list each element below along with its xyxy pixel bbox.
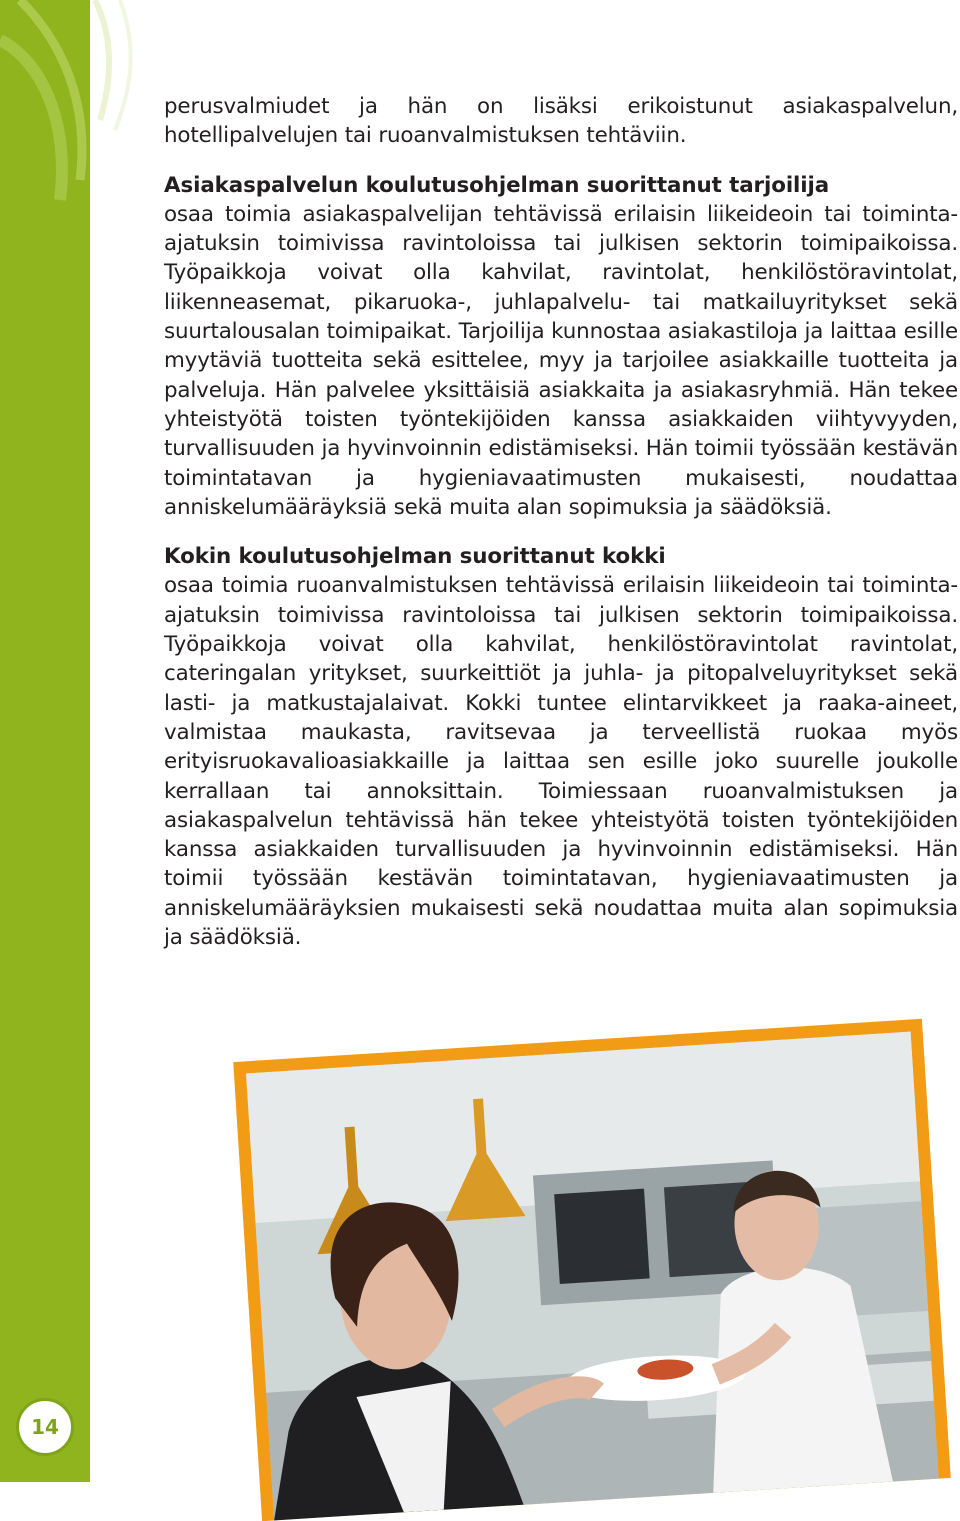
section-body-tarjoilija: osaa toimia asiakaspalvelijan tehtävissä erilaisin liikeideoin tai toiminta-ajatuksin toimivissa ravintoloissa tai julkisen sektorin toimipaikoissa. Työpaikkoja voivat olla kahvilat, ravintolat, henkilöstöravintolat, liikenneasemat, pikaruoka-, juhlapalvelu- tai matkailuyritykset sekä suurtalousalan toimipaikat. Tarjoilija kunnostaa asiakastiloja ja laittaa esille myytäviä tuotteita sekä esittelee, myy ja tarjoilee asiakkaille tuotteita ja palveluja. Hän palvelee yksittäisiä asiakkaita ja asiakasryhmiä. Hän tekee yhteistyötä toisten työntekijöiden kanssa asiakkaiden viihtyvyyden, turvallisuuden ja hyvinvoinnin edistämiseksi. Hän toimii työssään kestävän toimintatavan ja hygieniavaatimusten mukaisesti, noudattaa anniskelumääräyksiä sekä muita alan sopimuksia ja säädöksiä.	[164, 201, 958, 520]
main-text	[164, 92, 958, 952]
section-body-kokki: osaa toimia ruoanvalmistuksen tehtävissä erilaisin liikeideoin tai toiminta-ajatuksin toimivissa ravintoloissa tai julkisen sektorin toimipaikoissa. Työpaikkoja voivat olla kahvilat, henkilöstöravintolat ravintolat, cateringalan yritykset, suurkeittiöt ja juhla- ja pitopalveluyritykset sekä lasti- ja matkustajalaivat. Kokki tuntee elintarvikkeet ja raaka-aineet, valmistaa maukasta, ravitsevaa ja terveellistä ruokaa myös erityisruokavalioasiakkaille ja laittaa sen esille joko suurelle joukolle kerrallaan tai annoksittain. Toimiessaan ruoanvalmistuksen ja asiakaspalvelun tehtävissä hän tekee yhteistyötä toisten työntekijöiden kanssa asiakkaiden turvallisuuden ja hyvinvoinnin edistämiseksi. Hän toimii työssään kestävän toimintatavan, hygieniavaatimusten ja anniskelumääräyksien mukaisesti sekä noudattaa muita alan sopimuksia ja säädöksiä.	[164, 573, 958, 951]
kitchen-photo	[233, 1019, 951, 1521]
kitchen-photo-illustration	[246, 1032, 939, 1521]
page-number: 14	[16, 1398, 74, 1456]
intro-paragraph: perusvalmiudet ja hän on lisäksi erikoistunut asiakaspalvelun, hotellipalvelujen tai ruoanvalmistuksen tehtäviin.	[164, 94, 958, 149]
section-heading-tarjoilija: Asiakaspalvelun koulutusohjelman suorittanut tarjoilija	[164, 172, 830, 198]
section-heading-kokki: Kokin koulutusohjelman suorittanut kokki	[164, 544, 666, 570]
decorative-swirl-graphic	[0, 0, 150, 260]
